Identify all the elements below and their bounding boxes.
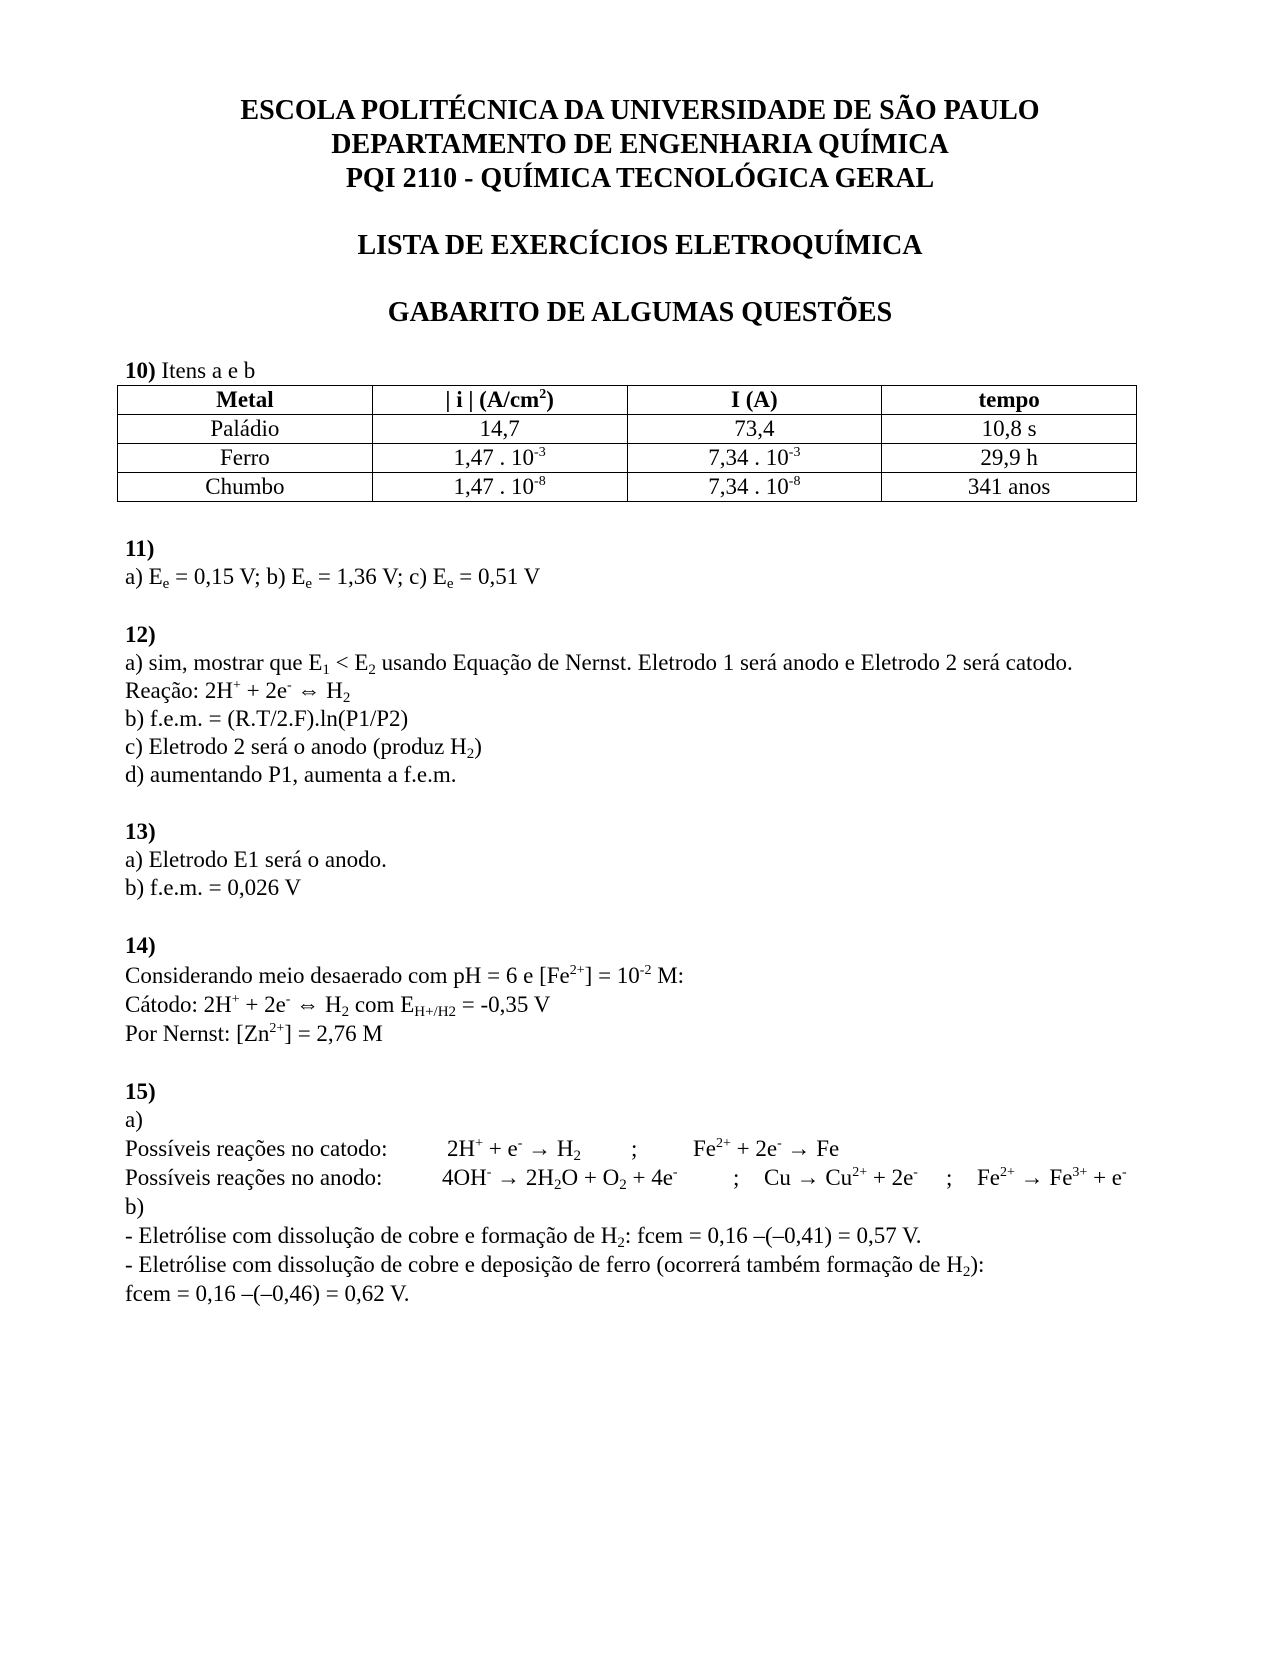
col-header-current-density-close: ) <box>546 387 554 412</box>
q10-number: 10) <box>125 358 156 383</box>
q12-answer-b: b) f.e.m. = (R.T/2.F).ln(P1/P2) <box>125 706 409 731</box>
subscript: 2 <box>619 1177 627 1193</box>
text: + e <box>483 1136 518 1161</box>
text: ): <box>970 1252 985 1277</box>
q12-answer-a <box>125 649 1073 677</box>
superscript: - <box>486 1165 492 1180</box>
superscript: - <box>285 992 291 1007</box>
subscript: 2 <box>342 690 351 706</box>
cell-current <box>627 473 882 502</box>
q11-answer <box>125 563 540 591</box>
course-line: PQI 2110 - QUÍMICA TECNOLÓGICA GERAL <box>345 163 935 194</box>
text: 2H <box>447 1136 476 1161</box>
q12-answer-c <box>125 733 482 761</box>
q15-anode-separator-1: ; <box>733 1165 740 1190</box>
subscript: 2 <box>962 1264 971 1280</box>
text: ⇔ H <box>291 678 343 703</box>
superscript: 3+ <box>1072 1165 1088 1180</box>
cell-value: 14,7 <box>479 416 520 441</box>
superscript: 2+ <box>852 1165 868 1180</box>
text: : fcem = 0,16 –(–0,41) = 0,57 V. <box>624 1223 922 1248</box>
q11-number: 11) <box>125 536 155 561</box>
text: = 1,36 V; c) E <box>312 564 447 589</box>
table-row <box>118 444 1137 473</box>
cell-exponent: -8 <box>534 474 546 489</box>
q15-anode-reaction-1 <box>442 1164 678 1192</box>
cell-current-density <box>372 415 627 444</box>
cell-metal: Chumbo <box>118 473 373 502</box>
document-title: LISTA DE EXERCÍCIOS ELETROQUÍMICA <box>357 230 923 261</box>
text: < E <box>329 650 369 675</box>
superscript: 2+ <box>1000 1165 1015 1180</box>
q13-answer-b: b) f.e.m. = 0,026 V <box>125 875 302 900</box>
cell-metal: Ferro <box>118 444 373 473</box>
text: + 2e <box>239 992 286 1017</box>
cell-value: 73,4 <box>734 416 775 441</box>
cell-exponent: -8 <box>788 474 801 489</box>
q15-anode-reaction-3 <box>977 1164 1127 1192</box>
cell-current <box>627 415 882 444</box>
text: ] = 2,76 M <box>284 1021 383 1046</box>
cell-value: 1,47 . 10 <box>453 445 535 470</box>
text: ) <box>474 734 482 759</box>
superscript: + <box>231 992 240 1007</box>
document-subtitle: GABARITO DE ALGUMAS QUESTÕES <box>387 297 893 328</box>
text: → H <box>522 1136 574 1161</box>
text: → Fe <box>1014 1165 1073 1190</box>
q10-heading <box>125 357 255 385</box>
superscript: - <box>1122 1165 1127 1180</box>
text: = -0,35 V <box>456 992 551 1017</box>
subscript: e <box>446 576 454 592</box>
superscript: 2+ <box>569 963 585 978</box>
text: ] = 10 <box>584 963 640 988</box>
col-header-time: tempo <box>882 386 1137 415</box>
q15-b-line1 <box>125 1222 922 1250</box>
text: ⇔ H <box>290 992 342 1017</box>
subscript: 2 <box>341 1004 350 1020</box>
q15-cathode-separator: ; <box>631 1136 638 1161</box>
text: M: <box>651 963 685 988</box>
superscript: 2+ <box>716 1136 731 1151</box>
q15-number: 15) <box>125 1079 156 1104</box>
cell-time: 29,9 h <box>882 444 1137 473</box>
cell-value: 7,34 . 10 <box>708 445 789 470</box>
superscript: - <box>777 1136 782 1151</box>
q14-line2 <box>125 991 550 1019</box>
q14-line3 <box>125 1020 383 1048</box>
cell-current-density <box>372 473 627 502</box>
superscript: - <box>287 678 292 693</box>
text: + 2e <box>240 678 288 703</box>
text: = 0,15 V; b) E <box>169 564 306 589</box>
text: com E <box>349 992 415 1017</box>
q15-b-line3: fcem = 0,16 –(–0,46) = 0,62 V. <box>125 1281 410 1306</box>
cell-value: 1,47 . 10 <box>453 474 535 499</box>
subscript: e <box>305 576 313 592</box>
cell-time: 10,8 s <box>882 415 1137 444</box>
subscript: 2 <box>554 1177 562 1193</box>
q15-anode-reaction-2 <box>764 1164 918 1192</box>
cell-current <box>627 444 882 473</box>
q15-item-a: a) <box>125 1107 143 1132</box>
subscript: 2 <box>466 746 475 762</box>
text: + e <box>1087 1165 1122 1190</box>
text: 4OH <box>442 1165 487 1190</box>
text: Fe <box>977 1165 1000 1190</box>
text: c) Eletrodo 2 será o anodo (produz H <box>125 734 467 759</box>
subscript: e <box>162 576 170 592</box>
q14-line1 <box>125 962 684 990</box>
q15-cathode-label: Possíveis reações no catodo: <box>125 1136 388 1161</box>
cell-current-density <box>372 444 627 473</box>
institution-line: ESCOLA POLITÉCNICA DA UNIVERSIDADE DE SÃO PAULO <box>240 95 1040 126</box>
q10-intro: Itens a e b <box>155 358 256 383</box>
text: Reação: 2H <box>125 678 233 703</box>
text: a) E <box>125 564 163 589</box>
superscript: + <box>475 1136 484 1151</box>
q13-answer-a: a) Eletrodo E1 será o anodo. <box>125 847 387 872</box>
col-header-current: I (A) <box>627 386 882 415</box>
q14-number: 14) <box>125 933 156 958</box>
col-header-current-density <box>372 386 627 415</box>
q12-reaction <box>125 677 350 705</box>
cell-exponent: -3 <box>788 445 801 460</box>
text: Fe <box>693 1136 716 1161</box>
subscript: 2 <box>617 1235 625 1251</box>
text: - Eletrólise com dissolução de cobre e deposição de ferro (ocorrerá também formação de H <box>125 1252 963 1277</box>
subscript: 2 <box>368 662 376 678</box>
text: - Eletrólise com dissolução de cobre e formação de H <box>125 1223 618 1248</box>
table-row <box>118 415 1137 444</box>
text: + 2e <box>867 1165 914 1190</box>
department-line: DEPARTAMENTO DE ENGENHARIA QUÍMICA <box>331 129 949 160</box>
q12-answer-d: d) aumentando P1, aumenta a f.e.m. <box>125 762 457 787</box>
text: a) sim, mostrar que E <box>125 650 323 675</box>
superscript: + <box>232 678 241 693</box>
table-header-row <box>118 386 1137 415</box>
text: + 4e <box>626 1165 673 1190</box>
text: Cu → Cu <box>764 1165 853 1190</box>
subscript: 1 <box>322 662 330 678</box>
superscript: -2 <box>639 963 652 978</box>
q15-anode-separator-2: ; <box>946 1165 953 1190</box>
text: O + O <box>561 1165 620 1190</box>
col-header-current-density-exp: 2 <box>539 387 547 402</box>
q15-cathode-reaction-2 <box>693 1135 839 1163</box>
text: Cátodo: 2H <box>125 992 232 1017</box>
q10-table <box>117 385 1137 502</box>
q13-number: 13) <box>125 819 156 844</box>
superscript: 2+ <box>269 1021 285 1036</box>
text: + 2e <box>730 1136 778 1161</box>
q15-cathode-reaction-1 <box>447 1135 581 1163</box>
q15-item-b: b) <box>125 1194 145 1219</box>
text: → Fe <box>781 1136 840 1161</box>
cell-time: 341 anos <box>882 473 1137 502</box>
text: → 2H <box>491 1165 555 1190</box>
q12-number: 12) <box>125 622 156 647</box>
superscript: - <box>517 1136 523 1151</box>
col-header-metal: Metal <box>118 386 373 415</box>
cell-exponent: -3 <box>534 445 546 460</box>
superscript: - <box>913 1165 918 1180</box>
table-row <box>118 473 1137 502</box>
col-header-current-density-text: | i | (A/cm <box>445 387 540 412</box>
text: = 0,51 V <box>453 564 541 589</box>
cell-metal: Paládio <box>118 415 373 444</box>
text: usando Equação de Nernst. Eletrodo 1 será anodo e Eletrodo 2 será catodo. <box>375 650 1073 675</box>
superscript: - <box>672 1165 678 1180</box>
text: Considerando meio desaerado com pH = 6 e [Fe <box>125 963 570 988</box>
cell-value: 7,34 . 10 <box>708 474 789 499</box>
subscript: 2 <box>573 1148 582 1164</box>
subscript: H+/H2 <box>414 1004 457 1020</box>
q15-anode-label: Possíveis reações no anodo: <box>125 1165 383 1190</box>
q15-b-line2 <box>125 1251 984 1279</box>
text: Por Nernst: [Zn <box>125 1021 270 1046</box>
